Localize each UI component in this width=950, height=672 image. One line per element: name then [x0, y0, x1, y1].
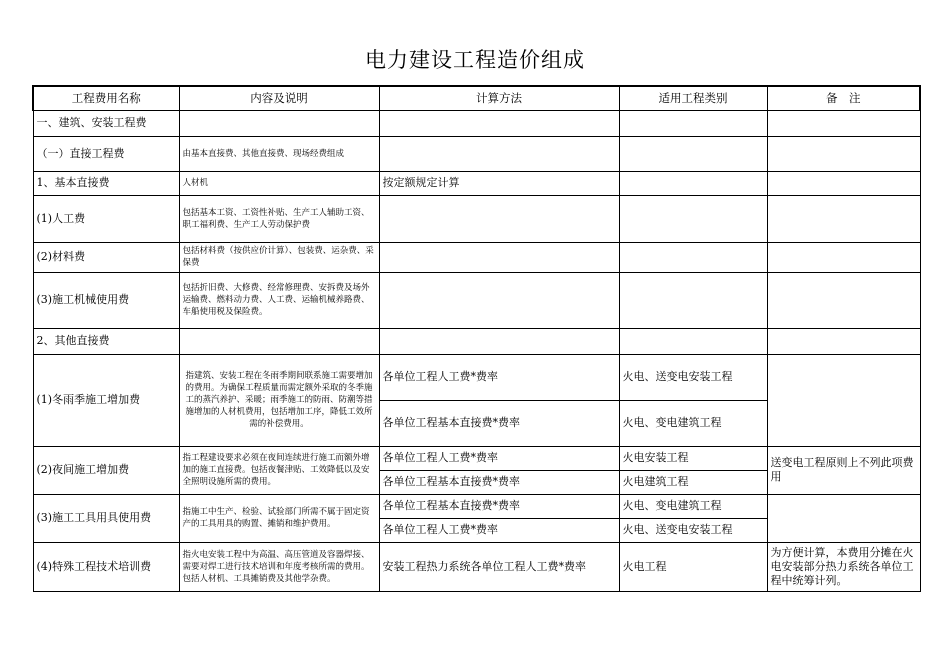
row-content [179, 110, 379, 136]
row-name: 2、其他直接费 [33, 328, 179, 354]
header-category: 适用工程类别 [619, 86, 767, 110]
row-category: 火电安装工程 [619, 446, 767, 470]
row-name: 一、建筑、安装工程费 [33, 110, 179, 136]
row-category: 火电建筑工程 [619, 470, 767, 494]
row-method: 各单位工程基本直接费*费率 [379, 400, 619, 446]
row-content [179, 328, 379, 354]
row-category [619, 272, 767, 328]
row-category: 火电、送变电安装工程 [619, 354, 767, 400]
row-name: （一）直接工程费 [33, 136, 179, 171]
row-method: 各单位工程基本直接费*费率 [379, 494, 619, 518]
row-method: 各单位工程人工费*费率 [379, 518, 619, 542]
row-content: 指火电安装工程中为高温、高压管道及容器焊接、需要对焊工进行技术培训和年度考核所需的费用。包括人材机、工具摊销费及其他学杂费。 [179, 542, 379, 591]
page-title: 电力建设工程造价组成 [365, 48, 585, 72]
table-row [33, 171, 920, 195]
row-content: 包括折旧费、大修费、经常修理费、安拆费及场外运输费、燃料动力费、人工费、运输机械养路费、车船使用税及保险费。 [179, 272, 379, 328]
row-content: 指工程建设要求必须在夜间连续进行施工而额外增加的施工直接费。包括夜餐津贴、工效降低以及安全照明设施所需的费用。 [179, 446, 379, 494]
row-method [379, 110, 619, 136]
table-row [33, 272, 920, 328]
row-content: 包括材料费（按供应价计算）、包装费、运杂费、采保费 [179, 242, 379, 272]
row-method [379, 272, 619, 328]
row-remark [767, 494, 920, 542]
header-remark: 备 注 [767, 86, 920, 110]
header-method: 计算方法 [379, 86, 619, 110]
row-category [619, 171, 767, 195]
table-row [33, 446, 920, 470]
header-content: 内容及说明 [179, 86, 379, 110]
row-category [619, 195, 767, 242]
row-method: 各单位工程人工费*费率 [379, 354, 619, 400]
table-row [33, 195, 920, 242]
table-row [33, 136, 920, 171]
row-remark [767, 328, 920, 354]
row-content: 人材机 [179, 171, 379, 195]
row-name: (2)材料费 [33, 242, 179, 272]
row-content: 由基本直接费、其他直接费、现场经费组成 [179, 136, 379, 171]
row-method: 按定额规定计算 [379, 171, 619, 195]
row-category: 火电工程 [619, 542, 767, 591]
table-row [33, 494, 920, 518]
row-content: 包括基本工资、工资性补贴、生产工人辅助工资、职工福利费、生产工人劳动保护费 [179, 195, 379, 242]
row-category: 火电、送变电安装工程 [619, 518, 767, 542]
row-remark [767, 354, 920, 446]
row-method: 安装工程热力系统各单位工程人工费*费率 [379, 542, 619, 591]
row-remark: 送变电工程原则上不列此项费用 [767, 446, 920, 494]
row-remark [767, 242, 920, 272]
table-row [33, 328, 920, 354]
row-method [379, 195, 619, 242]
row-remark [767, 110, 920, 136]
row-name: (3)施工机械使用费 [33, 272, 179, 328]
row-remark [767, 136, 920, 171]
row-name: (4)特殊工程技术培训费 [33, 542, 179, 591]
row-name: (2)夜间施工增加费 [33, 446, 179, 494]
row-category [619, 328, 767, 354]
table-row [33, 242, 920, 272]
row-remark [767, 272, 920, 328]
row-method [379, 328, 619, 354]
row-name: (1)冬雨季施工增加费 [33, 354, 179, 446]
table-row [33, 542, 920, 591]
row-category: 火电、变电建筑工程 [619, 400, 767, 446]
row-name: (1)人工费 [33, 195, 179, 242]
row-method: 各单位工程人工费*费率 [379, 446, 619, 470]
row-method [379, 136, 619, 171]
header-name: 工程费用名称 [33, 86, 179, 110]
cost-table [32, 85, 921, 592]
row-remark: 为方便计算，本费用分摊在火电安装部分热力系统各单位工程中统筹计列。 [767, 542, 920, 591]
row-content: 指建筑、安装工程在冬雨季期间联系施工需要增加的费用。为确保工程质量而需定额外采取的冬季施工的蒸汽养护、采暖；雨季施工的防雨、防潮等措施增加的人材机费用，包括增加工序，降低工效所需的补偿费用。 [179, 354, 379, 446]
row-category [619, 136, 767, 171]
row-content: 指施工中生产、检验、试验部门所需不属于固定资产的工具用具的购置、摊销和维护费用。 [179, 494, 379, 542]
row-remark [767, 195, 920, 242]
table-header-row [33, 86, 920, 110]
row-method: 各单位工程基本直接费*费率 [379, 470, 619, 494]
row-name: 1、基本直接费 [33, 171, 179, 195]
row-method [379, 242, 619, 272]
row-category [619, 242, 767, 272]
table-row [33, 354, 920, 400]
row-remark [767, 171, 920, 195]
table-row [33, 110, 920, 136]
row-category [619, 110, 767, 136]
row-category: 火电、变电建筑工程 [619, 494, 767, 518]
row-name: (3)施工工具用具使用费 [33, 494, 179, 542]
